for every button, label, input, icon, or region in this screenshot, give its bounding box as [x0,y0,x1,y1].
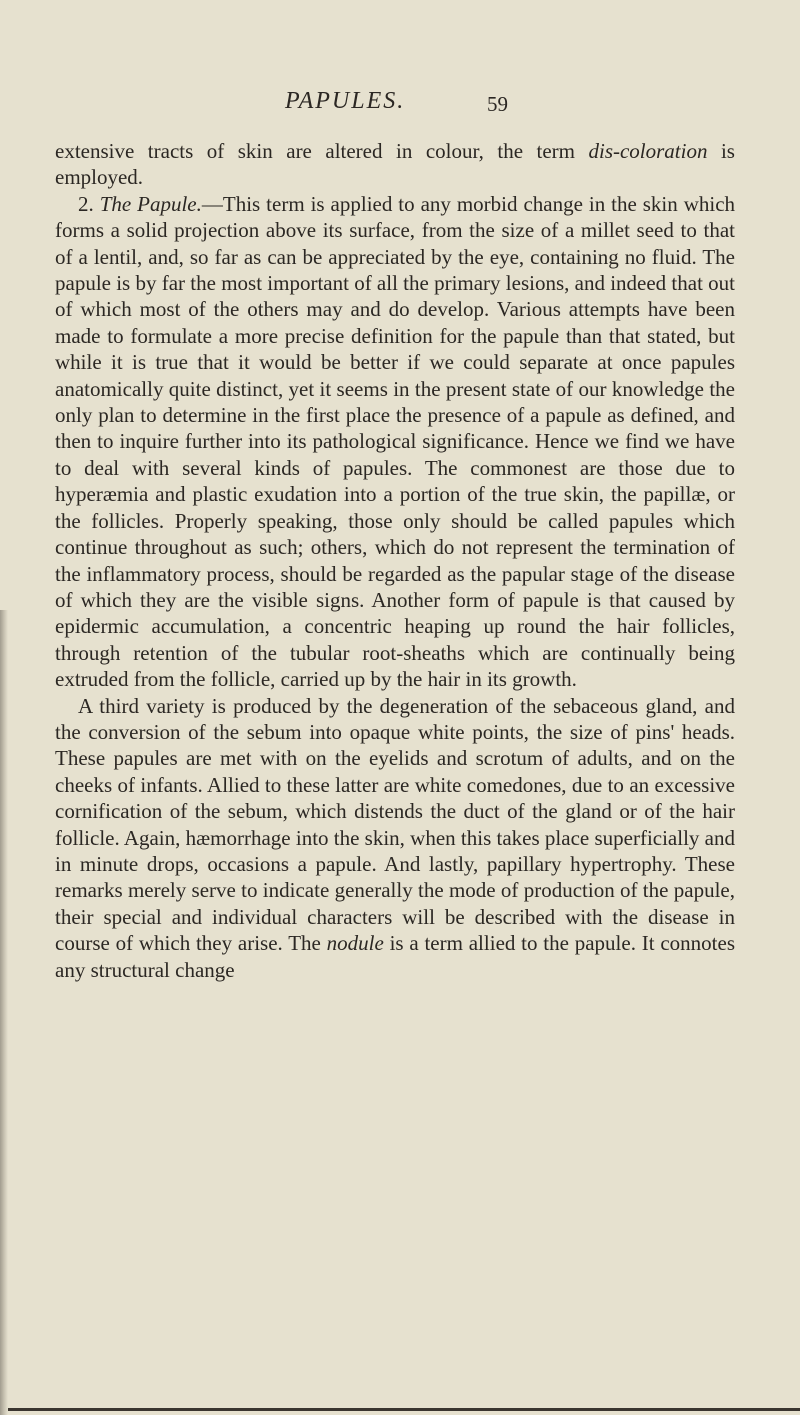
term-discoloration: dis-coloration [588,139,708,163]
page-number: 59 [487,92,508,116]
running-head: PAPULES. [285,88,406,114]
term-nodule: nodule [326,931,384,956]
page-edge-shadow [0,610,8,1415]
paragraph-discoloration [55,138,735,191]
paragraph-text: A third variety is produced by the degeneration of the sebaceous gland, and the conversion of the sebum into opaque white points, the size of pins' heads. These papules are met with on the eyelids and scrotum of adults, and on the cheeks of infants. Allied to these latter are white comedones, due to an excessive cornification of the sebum, which distends the duct of the gland or of the hair follicle. Again, hæmorrhage into the skin, when this takes place superficially and in minute drops, occasions a papule. And lastly, papillary hypertrophy. These remarks merely serve to indicate generally the mode of production of the papule, their special and individual characters will be described with the disease in course of which they arise. The [55,693,735,956]
section-number: 2. [78,191,100,216]
paragraph-text: is employed. [55,139,735,190]
paragraph-third-variety [55,693,735,983]
paragraph-papule [55,191,735,693]
paragraph-text: —This term is applied to any morbid change in the skin which forms a solid projection above its surface, from the size of a millet seed to that of a lentil, and, so far as can be appreciated by the eye, containing no fluid. The papule is by far the most important of all the primary lesions, and indeed that out of which most of the others may and do develop. Various attempts have been made to formulate a more precise definition for the papule than that stated, but while it is true that it would be better if we could separate at once papules anatomically quite distinct, yet it seems in the present state of our knowledge the only plan to determine in the first place the presence of a papule as defined, and then to inquire further into its pathological significance. Hence we find we have to deal with several kinds of papules. The commonest are those due to hyperæmia and plastic exudation into a portion of the true skin, the papillæ, or the follicles. Properly speaking, those only should be called papules which continue throughout as such; others, which do not represent the termination of the inflammatory process, should be regarded as the papular stage of the disease of which they are the visible signs. Another form of papule is that caused by epidermic accumulation, a concentric heaping up round the hair follicles, through retention of the tubular root-sheaths which are continually being extruded from the follicle, carried up by the hair in its growth. [55,191,736,692]
paragraph-text: extensive tracts of skin are altered in colour, the term [55,139,589,163]
body-text [55,138,735,983]
section-heading-papule: The Papule. [99,191,202,216]
paragraph-text: is a term allied to the papule. It connotes any structural change [55,931,735,982]
page-header [0,86,800,116]
bottom-edge-line [8,1408,800,1411]
